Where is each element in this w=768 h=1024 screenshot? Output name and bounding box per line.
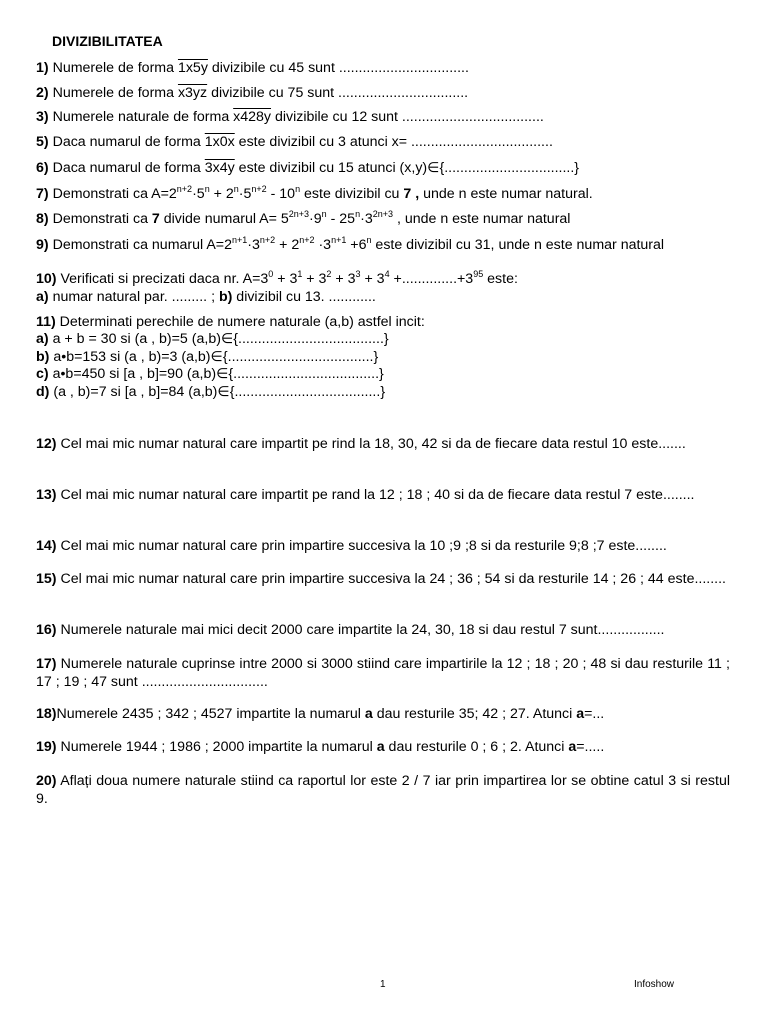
problem-11-c: c) a•b=450 si [a , b]=90 (a,b)∈{.....................................} xyxy=(36,366,384,382)
problem-10: 10) Verificati si precizati daca nr. $A=3^0 + 3^1 + 3^2 + 3^3 + 3^4 +..............+3^{95}$ este: xyxy=(36,269,518,287)
problem-1: 1) Numerele de forma 1x5y divizibile cu 45 sunt ................................. xyxy=(36,60,469,76)
problem-20: 20) Aflați doua numere naturale stiind ca raportul lor este 2 / 7 iar prin impartirea lor se obtine catul 3 si restul 9. xyxy=(36,773,730,807)
number-form: x428y xyxy=(233,109,272,125)
page-title: DIVIZIBILITATEA xyxy=(52,33,163,49)
problem-15: 15) Cel mai mic numar natural care prin impartire succesiva la 24 ; 36 ; 54 si da resturile 14 ; 26 ; 44 este........ xyxy=(36,571,726,587)
problem-16: 16) Numerele naturale mai mici decit 2000 care impartite la 24, 30, 18 si dau restul 7 sunt................. xyxy=(36,622,665,638)
number-form: x3yz xyxy=(177,85,208,101)
page-number: 1 xyxy=(380,979,386,990)
number-form: 1x5y xyxy=(177,60,208,76)
problem-19: 19) Numerele 1944 ; 1986 ; 2000 impartite la numarul a dau resturile 0 ; 6 ; 2. Atunci a=..... xyxy=(36,739,605,755)
problem-11-d: d) (a , b)=7 si [a , b]=84 (a,b)∈{.....................................} xyxy=(36,384,386,400)
problem-14: 14) Cel mai mic numar natural care prin impartire succesiva la 10 ;9 ;8 si da resturile 9;8 ;7 este........ xyxy=(36,538,667,554)
problem-11: 11) Determinati perechile de numere naturale (a,b) astfel incit: xyxy=(36,314,425,330)
problem-9: 9) Demonstrati ca numarul $A=2^{n+1}\cdot 3^{n+2} + 2^{n+2} \cdot 3^{n+1} +6^n$ este divizibil cu 31, unde n este numar natural xyxy=(36,235,665,253)
problem-11-b: b) a•b=153 si (a , b)=3 (a,b)∈{.....................................} xyxy=(36,349,379,365)
problem-6: 6) Daca numarul de forma 3x4y este divizibil cu 15 atunci (x,y)∈{.................................} xyxy=(36,160,580,176)
problem-13: 13) Cel mai mic numar natural care impartit pe rand la 12 ; 18 ; 40 si da de fiecare data restul 7 este........ xyxy=(36,487,695,503)
number-form: 3x4y xyxy=(204,160,235,176)
problem-12: 12) Cel mai mic numar natural care impartit pe rind la 18, 30, 42 si da de fiecare data restul 10 este....... xyxy=(36,436,686,452)
problem-10-options: a) numar natural par. ......... ; b) divizibil cu 13. ............ xyxy=(36,289,376,305)
problem-11-a: a) a + b = 30 si (a , b)=5 (a,b)∈{.....................................} xyxy=(36,331,389,347)
problem-7: 7) Demonstrati ca $A=2^{n+2}\cdot 5^n + 2^n\cdot 5^{n+2} - 10^n$ este divizibil cu 7 , unde n este numar natural. xyxy=(36,184,593,202)
problem-18: 18)Numerele 2435 ; 342 ; 4527 impartite la numarul a dau resturile 35; 42 ; 27. Atunci a=... xyxy=(36,706,605,722)
problem-17: 17) Numerele naturale cuprinse intre 2000 si 3000 stiind care impartirile la 12 ; 18 ; 20 ; 48 si dau resturile 11 ; 17 ; 19 ; 47 sunt ................................ xyxy=(36,656,730,690)
problem-2: 2) Numerele de forma x3yz divizibile cu 75 sunt ................................. xyxy=(36,85,469,101)
problem-5: 5) Daca numarul de forma 1x0x este divizibil cu 3 atunci x= .................................... xyxy=(36,134,553,150)
number-form: 1x0x xyxy=(204,134,235,150)
problem-8: 8) Demonstrati ca 7 divide numarul $A= 5^{2n+3}\cdot 9^n - 25^n\cdot 3^{2n+3}$ , unde n este numar natural xyxy=(36,209,571,227)
problem-3: 3) Numerele naturale de forma x428y divizibile cu 12 sunt .................................... xyxy=(36,109,544,125)
footer-source: Infoshow xyxy=(634,979,675,990)
